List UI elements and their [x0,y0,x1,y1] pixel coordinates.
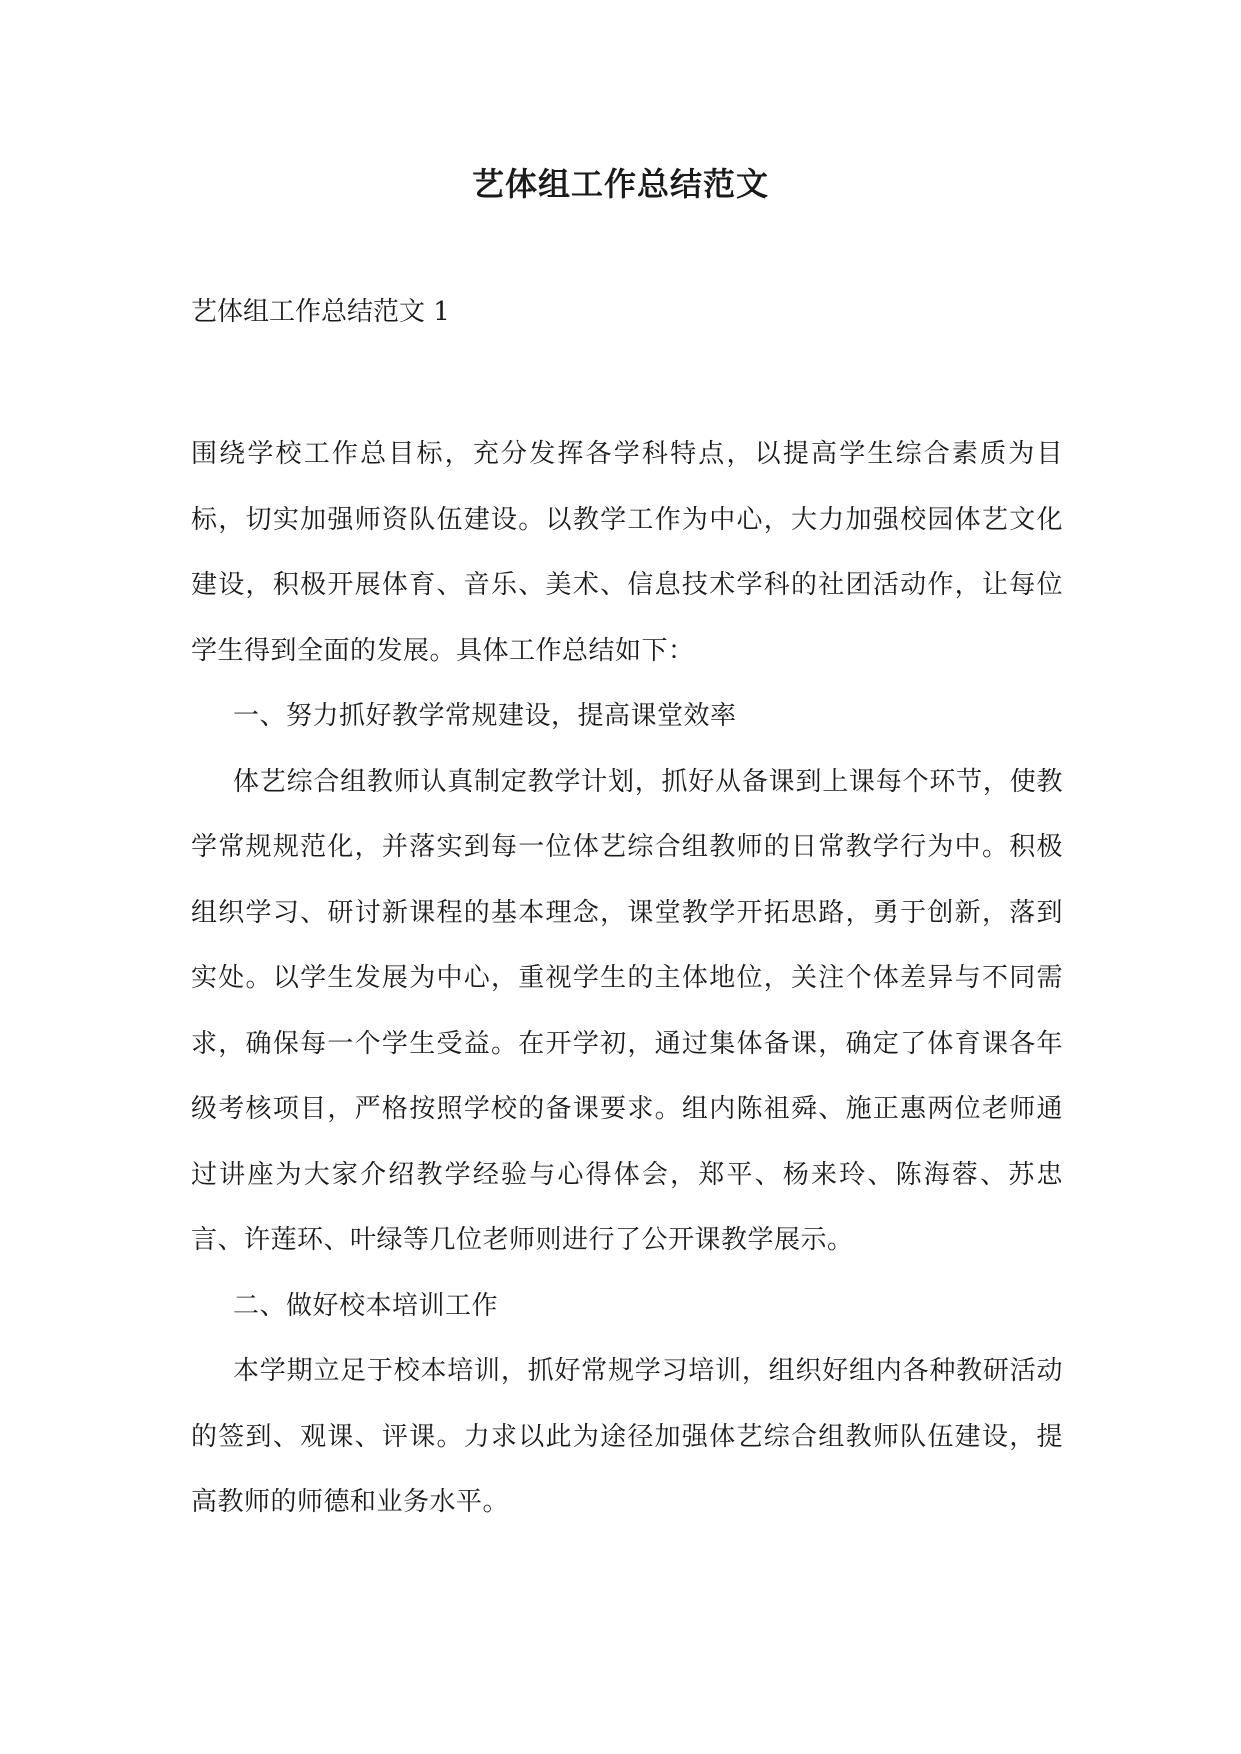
section-heading-2: 二、做好校本培训工作 [233,1290,499,1321]
paragraph-section-1: 体艺综合组教师认真制定教学计划，抓好从备课到上课每个环节，使教学常规规范化，并落实到每一位体艺综合组教师的日常教学行为中。积极组织学习、研讨新课程的基本理念，课堂教学开拓思路，勇于创新，落到实处。以学生发展为中心，重视学生的主体地位，关注个体差异与不同需求，确保每一个学生受益。在开学初，通过集体备课，确定了体育课各年级考核项目，严格按照学校的备课要求。组内陈祖舜、施正惠两位老师通过讲座为大家介绍教学经验与心得体会，郑平、杨来玲、陈海蓉、苏忠言、许莲环、叶绿等几位老师则进行了公开课教学展示。 [191,766,1063,1255]
paragraph-section-2: 本学期立足于校本培训，抓好常规学习培训，组织好组内各种教研活动的签到、观课、评课。力求以此为途径加强体艺综合组教师队伍建设，提高教师的师德和业务水平。 [191,1356,1063,1517]
section-heading-1: 一、努力抓好教学常规建设，提高课堂效率 [233,701,737,731]
document-title: 艺体组工作总结范文 [471,165,769,203]
document-body [191,422,1063,1536]
paragraph-intro: 围绕学校工作总目标，充分发挥各学科特点，以提高学生综合素质为目标，切实加强师资队伍建设。以教学工作为中心，大力加强校园体艺文化建设，积极开展体育、音乐、美术、信息技术学科的社团活动作，让每位学生得到全面的发展。具体工作总结如下： [191,439,1063,666]
document-subtitle: 艺体组工作总结范文 1 [191,297,450,327]
